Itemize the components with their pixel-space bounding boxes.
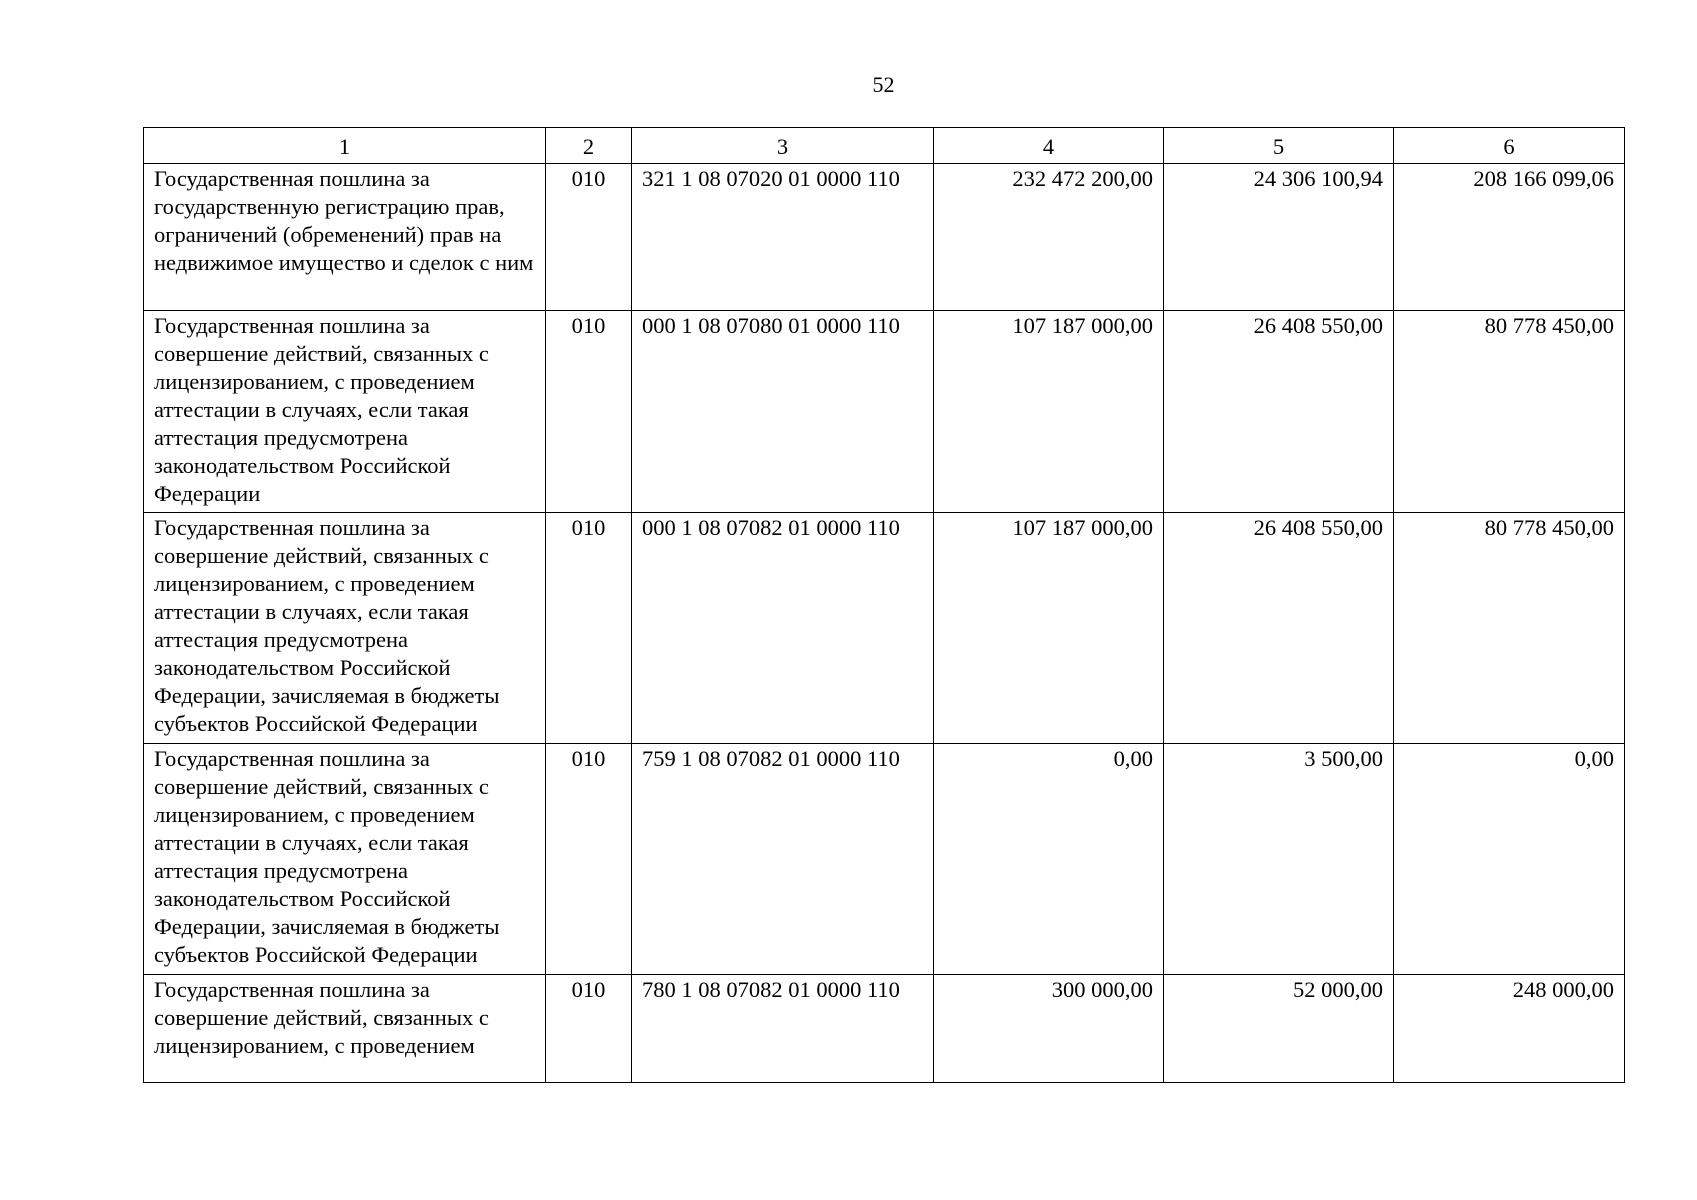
table-row bbox=[144, 744, 1625, 975]
page-number: 52 bbox=[872, 72, 895, 97]
amount-col6-cell: 0,00 bbox=[1394, 744, 1625, 975]
amount-col4-cell: 300 000,00 bbox=[934, 975, 1164, 1083]
amount-col6-cell: 208 166 099,06 bbox=[1394, 164, 1625, 311]
amount-col5-cell: 26 408 550,00 bbox=[1164, 513, 1394, 744]
amount-col5-cell: 26 408 550,00 bbox=[1164, 311, 1394, 513]
column-header-5: 5 bbox=[1164, 128, 1394, 164]
amount-col6-cell: 248 000,00 bbox=[1394, 975, 1625, 1083]
income-name-cell: Государственная пошлина за совершение действий, связанных с лицензированием, с проведением bbox=[144, 975, 546, 1083]
column-header-4: 4 bbox=[934, 128, 1164, 164]
amount-col4-cell: 107 187 000,00 bbox=[934, 311, 1164, 513]
amount-col6-cell: 80 778 450,00 bbox=[1394, 513, 1625, 744]
column-header-3: 3 bbox=[632, 128, 934, 164]
amount-col5-cell: 3 500,00 bbox=[1164, 744, 1394, 975]
revenue-table bbox=[143, 127, 1625, 1083]
budget-code-cell: 000 1 08 07080 01 0000 110 bbox=[632, 311, 934, 513]
table-row bbox=[144, 311, 1625, 513]
table-row bbox=[144, 975, 1625, 1083]
income-name-cell: Государственная пошлина за совершение действий, связанных с лицензированием, с проведением аттестации в случаях, если такая аттестация предусмотрена законодательством Российской Федерации bbox=[144, 311, 546, 513]
budget-code-cell: 780 1 08 07082 01 0000 110 bbox=[632, 975, 934, 1083]
budget-code-cell: 000 1 08 07082 01 0000 110 bbox=[632, 513, 934, 744]
amount-col5-cell: 24 306 100,94 bbox=[1164, 164, 1394, 311]
column-header-6: 6 bbox=[1394, 128, 1625, 164]
line-code-cell: 010 bbox=[546, 513, 632, 744]
amount-col4-cell: 0,00 bbox=[934, 744, 1164, 975]
budget-code-cell: 759 1 08 07082 01 0000 110 bbox=[632, 744, 934, 975]
line-code-cell: 010 bbox=[546, 975, 632, 1083]
column-number-row bbox=[144, 128, 1625, 164]
amount-col6-cell: 80 778 450,00 bbox=[1394, 311, 1625, 513]
income-name-cell: Государственная пошлина за совершение действий, связанных с лицензированием, с проведением аттестации в случаях, если такая аттестация предусмотрена законодательством Российской Федерации, зачисляемая в бюджеты субъектов Российской Федерации bbox=[144, 513, 546, 744]
column-header-2: 2 bbox=[546, 128, 632, 164]
budget-code-cell: 321 1 08 07020 01 0000 110 bbox=[632, 164, 934, 311]
line-code-cell: 010 bbox=[546, 744, 632, 975]
amount-col4-cell: 232 472 200,00 bbox=[934, 164, 1164, 311]
column-header-1: 1 bbox=[144, 128, 546, 164]
line-code-cell: 010 bbox=[546, 311, 632, 513]
income-name-cell: Государственная пошлина за совершение действий, связанных с лицензированием, с проведением аттестации в случаях, если такая аттестация предусмотрена законодательством Российской Федерации, зачисляемая в бюджеты субъектов Российской Федерации bbox=[144, 744, 546, 975]
table-row bbox=[144, 164, 1625, 311]
line-code-cell: 010 bbox=[546, 164, 632, 311]
income-name-cell: Государственная пошлина за государственную регистрацию прав, ограничений (обременений) прав на недвижимое имущество и сделок с ним bbox=[144, 164, 546, 311]
amount-col5-cell: 52 000,00 bbox=[1164, 975, 1394, 1083]
amount-col4-cell: 107 187 000,00 bbox=[934, 513, 1164, 744]
table-row bbox=[144, 513, 1625, 744]
